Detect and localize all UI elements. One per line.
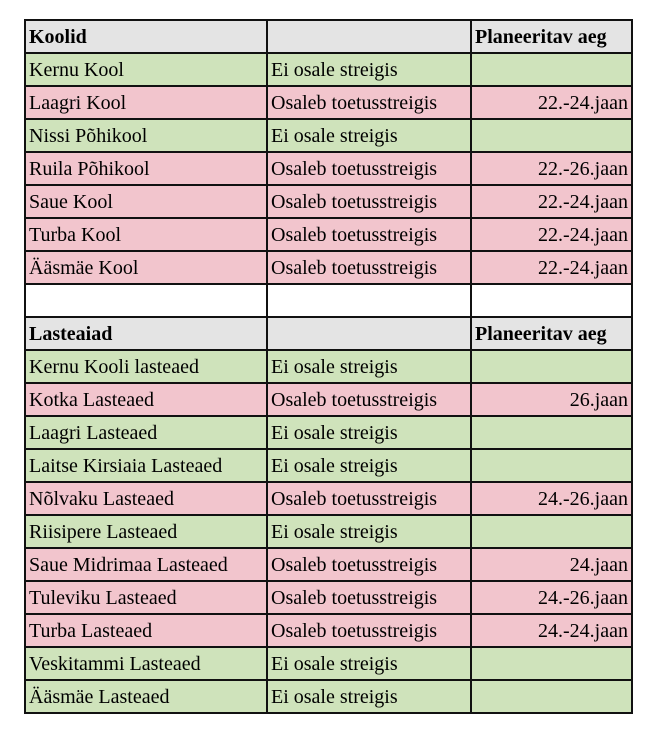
kindergarten-status-cell: Osaleb toetusstreigis	[267, 482, 471, 515]
kindergarten-name-cell: Laitse Kirsiaia Lasteaed	[25, 449, 267, 482]
school-time-cell: 22.-24.jaan	[471, 218, 632, 251]
school-status-cell: Osaleb toetusstreigis	[267, 218, 471, 251]
school-time-cell	[471, 53, 632, 86]
school-status-cell: Osaleb toetusstreigis	[267, 185, 471, 218]
kindergarten-status-cell: Osaleb toetusstreigis	[267, 548, 471, 581]
strike-status-table	[24, 19, 633, 714]
school-time-cell: 22.-24.jaan	[471, 86, 632, 119]
kindergarten-time-cell	[471, 350, 632, 383]
kindergarten-time-cell	[471, 515, 632, 548]
separator-cell	[267, 284, 471, 317]
kindergarten-row	[25, 449, 632, 482]
kindergarten-name-cell: Kotka Lasteaed	[25, 383, 267, 416]
kindergarten-row	[25, 416, 632, 449]
kindergarten-row	[25, 581, 632, 614]
school-name-cell: Ruila Põhikool	[25, 152, 267, 185]
kindergarten-status-cell: Osaleb toetusstreigis	[267, 383, 471, 416]
kindergarten-row	[25, 350, 632, 383]
kindergarten-time-cell: 24.jaan	[471, 548, 632, 581]
kindergarten-status-cell: Ei osale streigis	[267, 680, 471, 713]
school-row	[25, 218, 632, 251]
kindergarten-name-cell: Saue Midrimaa Lasteaed	[25, 548, 267, 581]
kindergarten-time-cell	[471, 416, 632, 449]
kindergarten-status-cell: Ei osale streigis	[267, 350, 471, 383]
school-status-cell: Osaleb toetusstreigis	[267, 86, 471, 119]
school-row	[25, 53, 632, 86]
kindergarten-time-cell: 24.-26.jaan	[471, 482, 632, 515]
school-name-cell: Saue Kool	[25, 185, 267, 218]
kindergarten-row	[25, 548, 632, 581]
kindergartens-header-row	[25, 317, 632, 350]
kindergarten-time-cell	[471, 449, 632, 482]
kindergarten-status-cell: Ei osale streigis	[267, 515, 471, 548]
kindergarten-row	[25, 680, 632, 713]
separator-cell	[471, 284, 632, 317]
school-row	[25, 251, 632, 284]
kindergarten-status-cell: Osaleb toetusstreigis	[267, 614, 471, 647]
kindergarten-name-cell: Tuleviku Lasteaed	[25, 581, 267, 614]
school-status-cell: Osaleb toetusstreigis	[267, 251, 471, 284]
school-status-cell: Ei osale streigis	[267, 119, 471, 152]
kindergarten-status-cell: Osaleb toetusstreigis	[267, 581, 471, 614]
kindergarten-status-cell: Ei osale streigis	[267, 449, 471, 482]
table-body	[25, 20, 632, 713]
kindergarten-time-cell: 24.-24.jaan	[471, 614, 632, 647]
kindergarten-name-cell: Kernu Kooli lasteaed	[25, 350, 267, 383]
school-name-cell: Kernu Kool	[25, 53, 267, 86]
kindergarten-row	[25, 383, 632, 416]
school-time-cell: 22.-26.jaan	[471, 152, 632, 185]
school-time-cell	[471, 119, 632, 152]
school-status-cell: Osaleb toetusstreigis	[267, 152, 471, 185]
kindergarten-time-cell: 24.-26.jaan	[471, 581, 632, 614]
school-row	[25, 119, 632, 152]
kindergarten-row	[25, 482, 632, 515]
schools-header-name: Koolid	[25, 20, 267, 53]
school-row	[25, 152, 632, 185]
kindergarten-time-cell	[471, 680, 632, 713]
kindergarten-status-cell: Ei osale streigis	[267, 416, 471, 449]
kindergarten-time-cell	[471, 647, 632, 680]
kindergarten-name-cell: Turba Lasteaed	[25, 614, 267, 647]
schools-header-row	[25, 20, 632, 53]
kindergartens-header-name: Lasteaiad	[25, 317, 267, 350]
kindergartens-header-status	[267, 317, 471, 350]
schools-header-status	[267, 20, 471, 53]
kindergarten-row	[25, 647, 632, 680]
school-time-cell: 22.-24.jaan	[471, 185, 632, 218]
separator-row	[25, 284, 632, 317]
school-status-cell: Ei osale streigis	[267, 53, 471, 86]
kindergarten-status-cell: Ei osale streigis	[267, 647, 471, 680]
school-row	[25, 185, 632, 218]
kindergarten-time-cell: 26.jaan	[471, 383, 632, 416]
school-name-cell: Ääsmäe Kool	[25, 251, 267, 284]
school-time-cell: 22.-24.jaan	[471, 251, 632, 284]
school-name-cell: Laagri Kool	[25, 86, 267, 119]
kindergarten-name-cell: Veskitammi Lasteaed	[25, 647, 267, 680]
kindergarten-name-cell: Laagri Lasteaed	[25, 416, 267, 449]
school-name-cell: Turba Kool	[25, 218, 267, 251]
kindergarten-row	[25, 515, 632, 548]
kindergarten-name-cell: Ääsmäe Lasteaed	[25, 680, 267, 713]
kindergartens-header-time: Planeeritav aeg	[471, 317, 632, 350]
kindergarten-name-cell: Riisipere Lasteaed	[25, 515, 267, 548]
school-row	[25, 86, 632, 119]
schools-header-time: Planeeritav aeg	[471, 20, 632, 53]
kindergarten-row	[25, 614, 632, 647]
separator-cell	[25, 284, 267, 317]
kindergarten-name-cell: Nõlvaku Lasteaed	[25, 482, 267, 515]
school-name-cell: Nissi Põhikool	[25, 119, 267, 152]
